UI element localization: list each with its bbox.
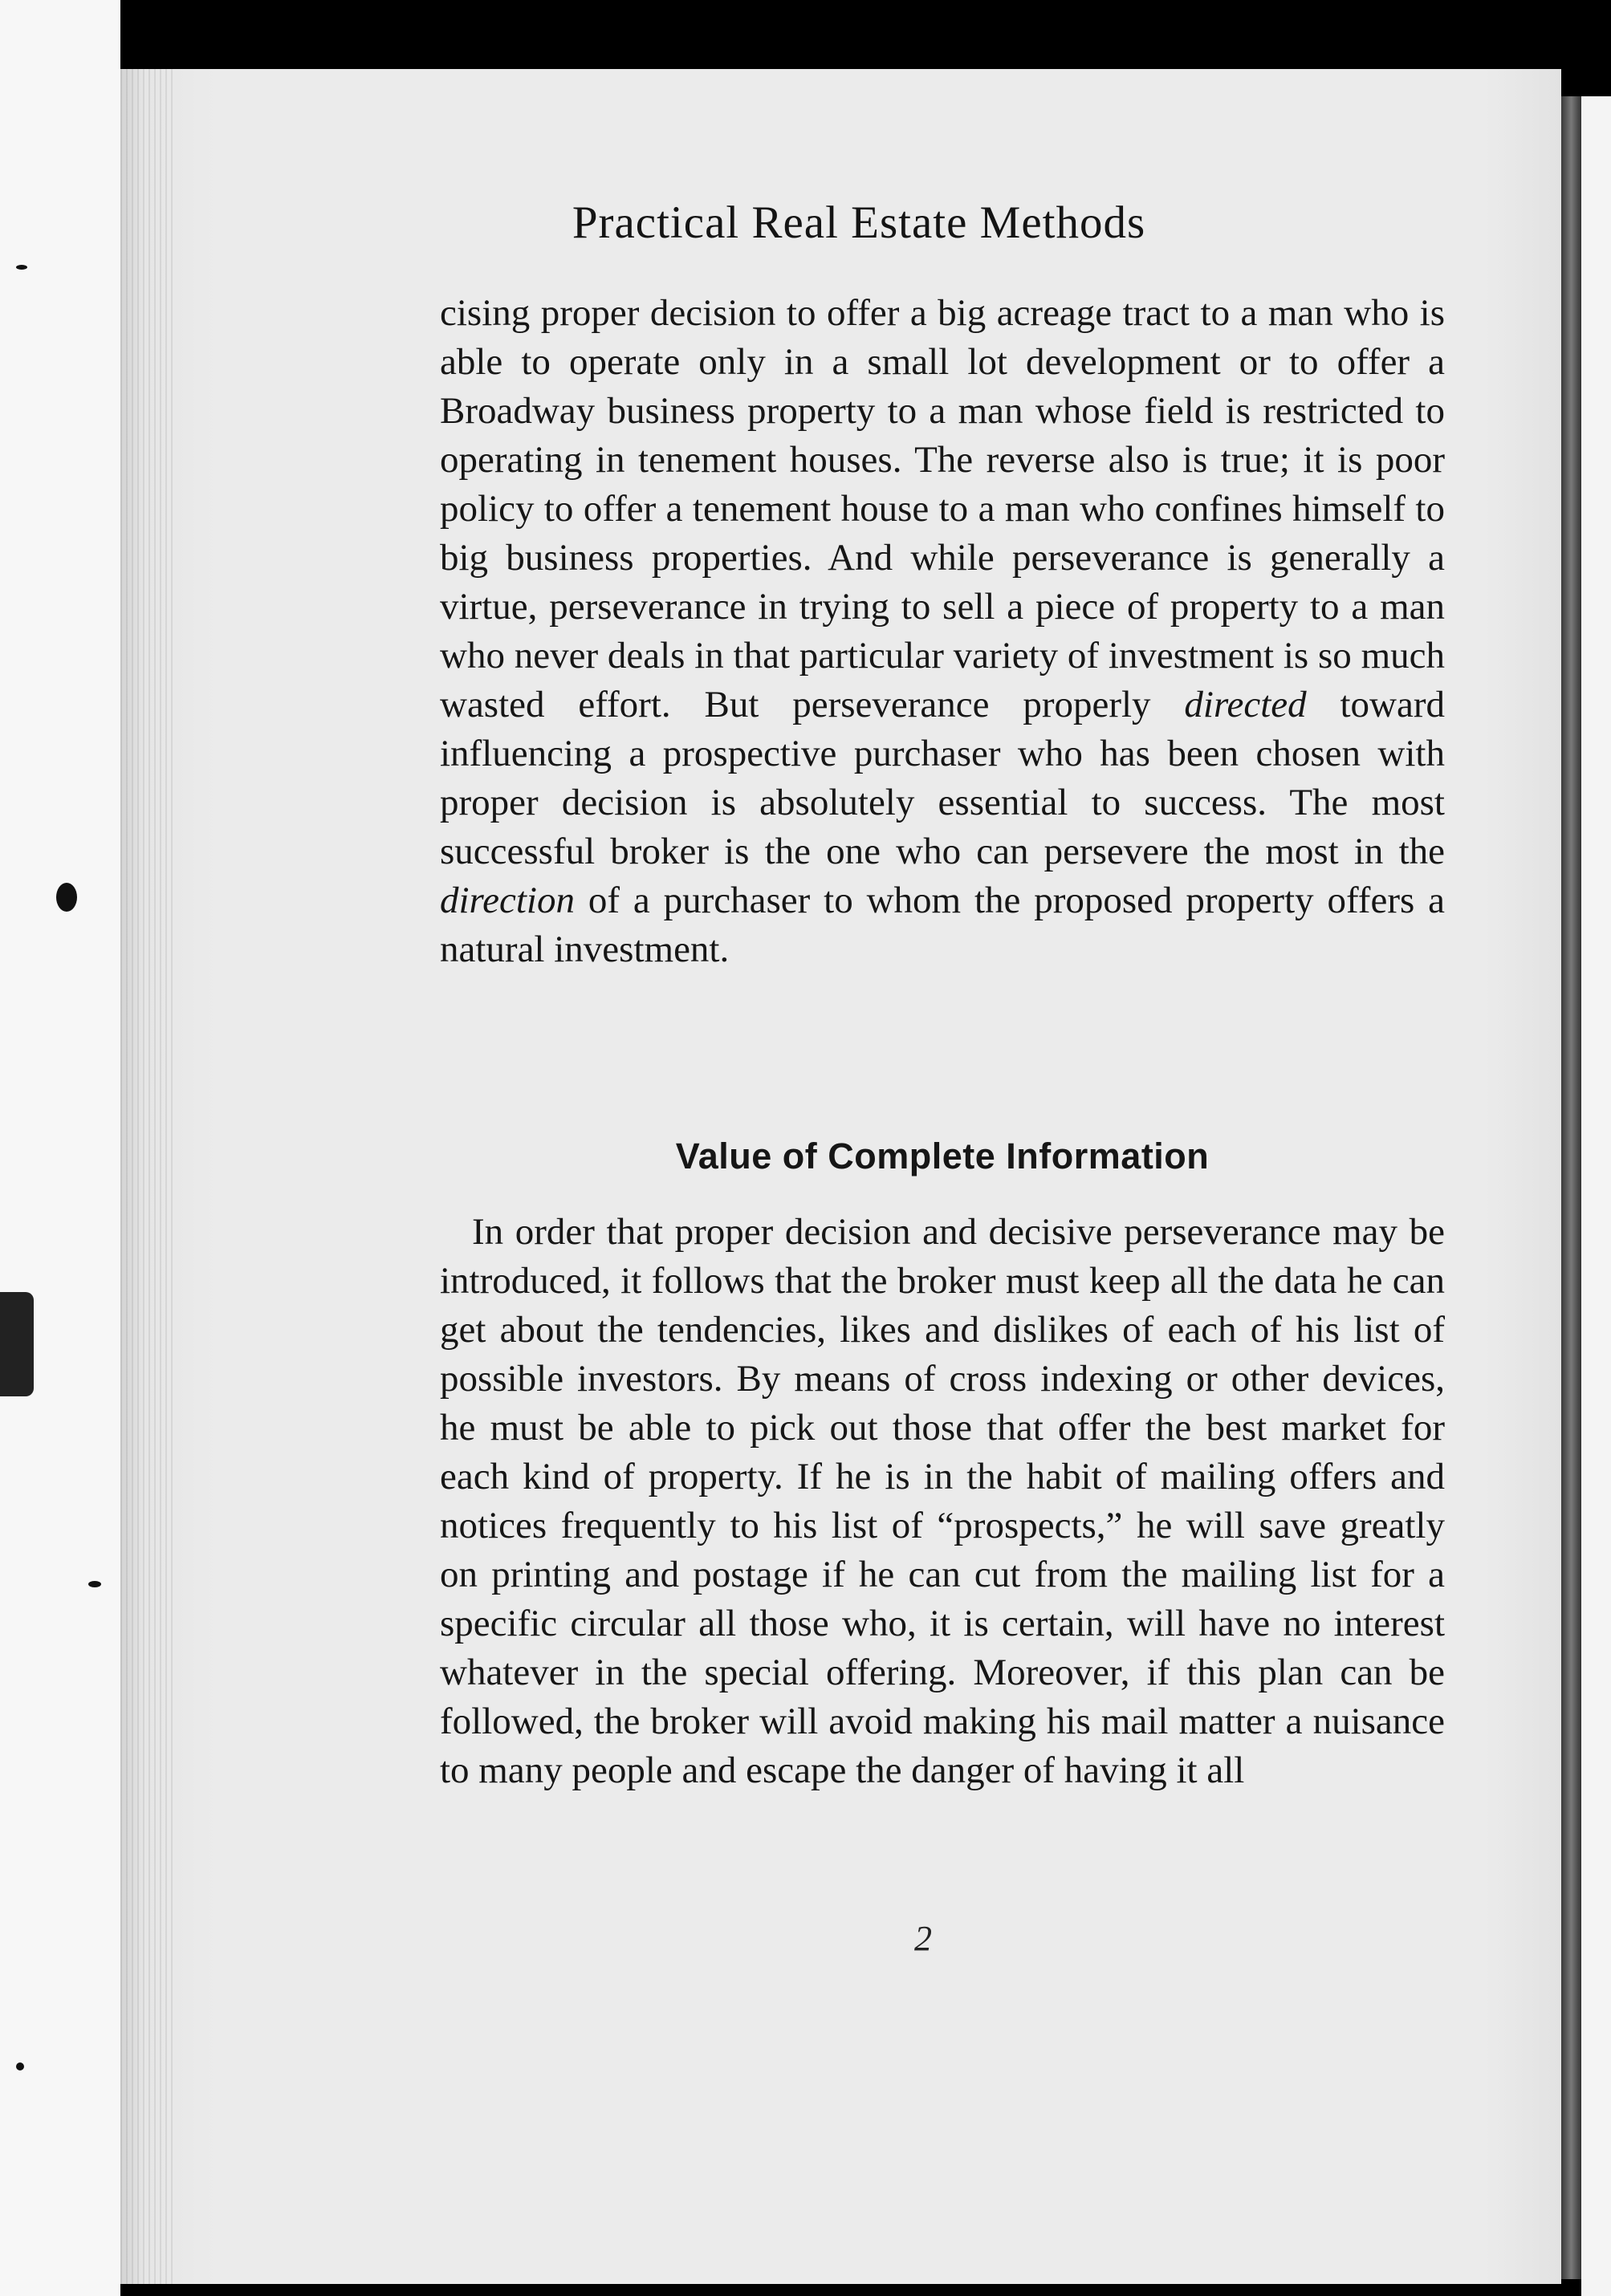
- scan-speck: [56, 883, 77, 912]
- page-right-shadow: [1561, 96, 1581, 2279]
- section-heading: Value of Complete Information: [675, 1136, 1210, 1176]
- paragraph-text: of a purchaser to whom the proposed property offers a natural investment.: [440, 880, 1445, 970]
- emphasized-word: directed: [1184, 684, 1307, 725]
- running-head: Practical Real Estate Methods: [572, 197, 1146, 248]
- scan-margin-right: [1581, 96, 1611, 2296]
- emphasized-word: direction: [440, 880, 575, 921]
- binding-clip: [0, 1292, 34, 1396]
- body-paragraph: In order that proper decision and decisive perseverance may be introduced, it follows that the broker must keep all the data he can get about the tendencies, likes and dislikes of each of his list of possible investors. By means of cross indexing or other devices, he must be able to pick out those that offer the best market for each kind of property. If he is in the habit of mailing offers and notices frequently to his list of “prospects,” he will save greatly on printing and postage if he can cut from the mailing list for a specific circular all those who, it is certain, will have no interest whatever in the special offering. Moreover, if this plan can be followed, the broker will avoid making his mail matter a nuisance to many people and escape the danger of having it all: [440, 1211, 1445, 1791]
- body-paragraph: [440, 289, 1445, 974]
- scan-speck: [88, 1581, 101, 1587]
- scan-margin-left: [0, 0, 120, 2296]
- page-number: 2: [914, 1919, 932, 1958]
- scan-speck: [16, 2062, 24, 2070]
- scan-speck: [16, 265, 27, 270]
- paragraph-text: toward influencing a prospective purchaser who has been chosen with proper decision is absolutely essential to success. The most successful broker is the one who can persevere the most in the: [440, 684, 1445, 872]
- paragraph-text: cising proper decision to offer a big acreage tract to a man who is able to operate only in a small lot development or to offer a Broadway business property to a man whose field is restricted to operating in tenement houses. The reverse also is true; it is poor policy to offer a tenement house to a man who confines himself to big business properties. And while perseverance is generally a virtue, perseverance in trying to sell a piece of property to a man who never deals in that particular variety of investment is so much wasted effort. But perseverance properly: [440, 292, 1445, 725]
- page-edge-lines: [120, 69, 177, 2284]
